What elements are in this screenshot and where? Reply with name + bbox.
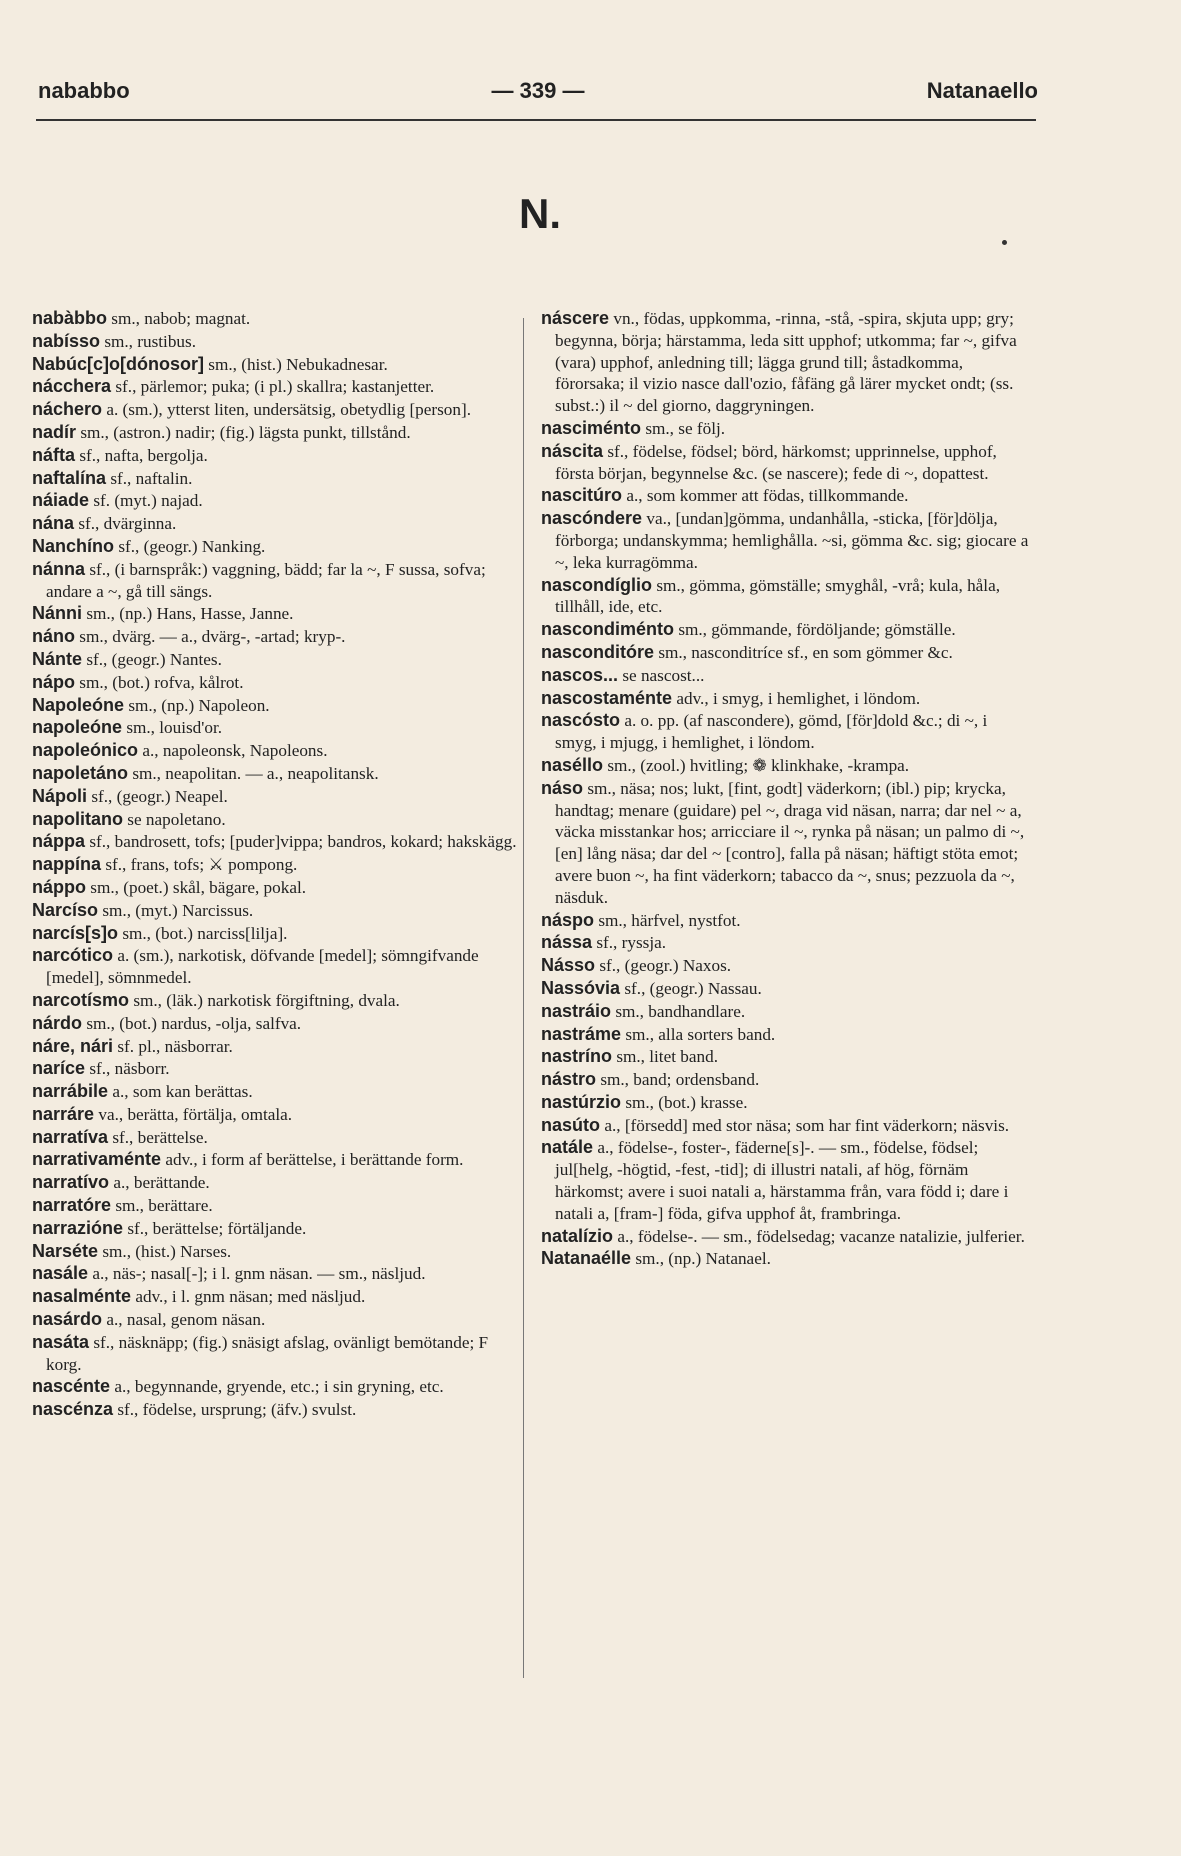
- header-left-guideword: nababbo: [38, 78, 130, 103]
- entry-headword: náppa: [32, 831, 86, 852]
- decorative-dot: [1002, 240, 1007, 245]
- entry-headword: nascondíglio: [541, 574, 653, 595]
- entry-definition: sf., ryssja.: [596, 933, 667, 953]
- dictionary-entry: [32, 1241, 520, 1263]
- entry-headword: Nánni: [32, 603, 83, 624]
- entry-headword: naséllo: [541, 754, 604, 775]
- dictionary-entry: [541, 1248, 1029, 1270]
- right-column: [541, 308, 1029, 1271]
- entry-headword: nasáta: [32, 1331, 90, 1352]
- dictionary-entry: [541, 619, 1029, 641]
- entry-definition: sm., (zool.) hvitling; ❁ klinkhake, -krampa.: [607, 755, 910, 775]
- entry-headword: narcís[s]o: [32, 922, 119, 943]
- dictionary-entry: [32, 831, 520, 853]
- entry-definition: sf., (geogr.) Neapel.: [91, 786, 228, 806]
- entry-definition: sf., (geogr.) Nanking.: [118, 536, 266, 556]
- entry-definition: a., napoleonsk, Napoleons.: [142, 741, 328, 761]
- entry-definition: sf., födelse, födsel; börd, härkomst; upprinnelse, upphof, första början, begynnelse &c. (se nascere); fede di ~, dopattest.: [555, 441, 997, 483]
- entry-definition: sf., näsborr.: [89, 1059, 170, 1079]
- dictionary-entry: [32, 1218, 520, 1240]
- entry-definition: a., berättande.: [113, 1173, 210, 1193]
- dictionary-entry: [32, 513, 520, 535]
- entry-definition: sm., (astron.) nadir; (fig.) lägsta punkt, tillstånd.: [80, 422, 411, 442]
- header-rule: [36, 119, 1036, 121]
- dictionary-entry: [32, 536, 520, 558]
- dictionary-entry: [32, 308, 520, 330]
- dictionary-entry: [32, 1058, 520, 1080]
- dictionary-entry: [541, 1115, 1029, 1137]
- dictionary-entry: [541, 1024, 1029, 1046]
- dictionary-entry: [32, 990, 520, 1012]
- dictionary-entry: [32, 854, 520, 876]
- entry-headword: Násso: [541, 955, 596, 976]
- entry-headword: narcótico: [32, 945, 114, 966]
- entry-definition: sm., bandhandlare.: [615, 1001, 746, 1021]
- entry-headword: Nápoli: [32, 785, 88, 806]
- entry-headword: nasále: [32, 1263, 89, 1284]
- entry-definition: a., nasal, genom näsan.: [106, 1310, 266, 1330]
- entry-definition: sf., pärlemor; puka; (i pl.) skallra; kastanjetter.: [115, 377, 435, 397]
- entry-definition: sf., frans, tofs; ⚔ pompong.: [105, 855, 298, 875]
- dictionary-entry: [32, 740, 520, 762]
- page-number: — 339 —: [491, 78, 585, 103]
- entry-definition: sm., alla sorters band.: [625, 1024, 776, 1044]
- entry-headword: napoleóne: [32, 717, 123, 738]
- entry-headword: nabàbbo: [32, 308, 107, 328]
- entry-headword: naftalína: [32, 467, 107, 488]
- entry-definition: sm., gömmande, fördöljande; gömställe.: [678, 620, 956, 640]
- entry-headword: narratóre: [32, 1195, 112, 1216]
- entry-headword: natále: [541, 1137, 594, 1158]
- dictionary-entry: [541, 1046, 1029, 1068]
- entry-definition: sf., (geogr.) Nantes.: [86, 649, 222, 669]
- dictionary-entry: [32, 1309, 520, 1331]
- entry-definition: sm., (bot.) nardus, -olja, salfva.: [86, 1013, 302, 1033]
- entry-definition: se nascost...: [622, 665, 705, 685]
- dictionary-entry: [32, 900, 520, 922]
- entry-headword: Nabúc[c]o[dónosor]: [32, 353, 204, 374]
- dictionary-entry: [541, 1092, 1029, 1114]
- entry-headword: nascondiménto: [541, 619, 675, 640]
- entry-headword: Narséte: [32, 1240, 99, 1261]
- dictionary-entry: [541, 755, 1029, 777]
- entry-definition: adv., i l. gnm näsan; med näsljud.: [135, 1287, 366, 1307]
- entry-headword: Natanaélle: [541, 1248, 632, 1269]
- header-right-guideword: Natanaello: [926, 78, 1038, 103]
- entry-headword: nascósto: [541, 710, 621, 731]
- entry-definition: sf., (geogr.) Naxos.: [599, 956, 732, 976]
- entry-definition: va., [undan]gömma, undanhålla, -sticka, [för]dölja, förborga; undanskymma; hemlighålla. ~si, gömma &c. sig; giocare a ~, leka kurragömma.: [555, 509, 1029, 572]
- page-header: [38, 78, 1038, 112]
- entry-definition: sm., (hist.) Narses.: [102, 1241, 232, 1261]
- entry-headword: narrábile: [32, 1081, 109, 1102]
- dictionary-entry: [32, 1195, 520, 1217]
- entry-definition: vn., födas, uppkomma, -rinna, -stå, -spira, skjuta upp; gry; begynna, börja; härstamma, leda sitt upphof; utkomma; far ~, gifva (vara) upphof, anledning till; lägga grund till; åstadkomma, förorsaka; il vizio nasce dall'ozio, fåfäng gå lärer mycket ondt; (ss. subst.:) il ~ del giorno, daggryningen.: [555, 309, 1017, 416]
- entry-headword: nasúto: [541, 1114, 601, 1135]
- dictionary-entry: [32, 1149, 520, 1171]
- entry-definition: sf., näsknäpp; (fig.) snäsigt afslag, ovänligt bemötande; F korg.: [46, 1332, 489, 1374]
- entry-definition: sm., louisd'or.: [126, 718, 223, 738]
- dictionary-entry: [32, 672, 520, 694]
- entry-definition: sm., (np.) Napoleon.: [128, 695, 270, 715]
- entry-definition: sm., (bot.) narciss[lilja].: [122, 923, 288, 943]
- dictionary-entry: [541, 308, 1029, 417]
- entry-headword: nástro: [541, 1069, 597, 1090]
- entry-headword: naríce: [32, 1058, 86, 1079]
- entry-definition: sf. (myt.) najad.: [93, 491, 203, 511]
- entry-definition: sf., bandrosett, tofs; [puder]vippa; bandros, kokard; hakskägg.: [89, 832, 517, 852]
- entry-definition: sm., (läk.) narkotisk förgiftning, dvala.: [133, 990, 400, 1010]
- entry-definition: sf., nafta, bergolja.: [79, 445, 208, 465]
- entry-headword: nascos...: [541, 664, 619, 685]
- entry-headword: Nassóvia: [541, 977, 621, 998]
- entry-definition: sm., (hist.) Nebukadnesar.: [208, 354, 388, 374]
- entry-headword: náchero: [32, 399, 103, 420]
- entry-headword: náfta: [32, 444, 76, 465]
- entry-headword: náiade: [32, 490, 90, 511]
- dictionary-entry: [32, 923, 520, 945]
- entry-definition: sf., naftalin.: [110, 468, 193, 488]
- dictionary-entry: [32, 786, 520, 808]
- entry-headword: nácchera: [32, 376, 112, 397]
- dictionary-entry: [541, 1069, 1029, 1091]
- dictionary-entry: [32, 354, 520, 376]
- entry-headword: nastráio: [541, 1000, 612, 1021]
- dictionary-entry: [541, 955, 1029, 977]
- dictionary-entry: [32, 695, 520, 717]
- entry-headword: náscita: [541, 440, 604, 461]
- column-divider: [523, 318, 524, 1678]
- entry-headword: Nánte: [32, 648, 83, 669]
- entry-definition: a., som kommer att födas, tillkommande.: [626, 486, 909, 506]
- entry-headword: nascénza: [32, 1399, 114, 1420]
- entry-headword: nastríno: [541, 1046, 613, 1067]
- entry-headword: narráre: [32, 1103, 95, 1124]
- dictionary-entry: [32, 399, 520, 421]
- entry-definition: sm., neapolitan. — a., neapolitansk.: [132, 763, 379, 783]
- entry-definition: sf. pl., näsborrar.: [117, 1036, 233, 1056]
- entry-headword: Nanchíno: [32, 535, 115, 556]
- entry-definition: a., födelse-, foster-, fäderne[s]-. — sm., födelse, födsel; jul[helg, -högtid, -fest, -tid]; di illustri natali, af hög, förnäm härkomst; avere i suoi natali a, härstamma från, vara född i; dare i natali a, [fram-] föda, gifva upphof åt, frambringa.: [555, 1138, 1009, 1223]
- entry-definition: sm., gömma, gömställe; smyghål, -vrå; kula, håla, tillhåll, ide, etc.: [555, 575, 1000, 617]
- entry-definition: a., näs-; nasal[-]; i l. gnm näsan. — sm., näsljud.: [92, 1264, 426, 1284]
- entry-headword: nasconditóre: [541, 641, 655, 662]
- dictionary-entry: [32, 1286, 520, 1308]
- entry-definition: sm., (myt.) Narcissus.: [102, 900, 254, 920]
- section-letter: N.: [519, 190, 561, 237]
- entry-definition: a. o. pp. (af nascondere), gömd, [för]dold &c.; di ~, i smyg, i mjugg, i hemlighet, i löndom.: [555, 711, 988, 753]
- dictionary-entry: [541, 910, 1029, 932]
- entry-headword: náppo: [32, 876, 86, 897]
- dictionary-entry: [32, 445, 520, 467]
- dictionary-entry: [32, 1399, 520, 1421]
- entry-headword: Narcíso: [32, 899, 99, 920]
- entry-definition: sf., berättelse.: [112, 1127, 208, 1147]
- entry-headword: nascóndere: [541, 508, 643, 529]
- dictionary-entry: [32, 376, 520, 398]
- entry-headword: Napoleóne: [32, 694, 125, 715]
- entry-headword: natalízio: [541, 1225, 614, 1246]
- dictionary-entry: [541, 1226, 1029, 1248]
- dictionary-entry: [32, 626, 520, 648]
- entry-headword: nappína: [32, 854, 102, 875]
- entry-headword: nascénte: [32, 1376, 111, 1397]
- entry-definition: sm., nasconditríce sf., en som gömmer &c.: [658, 642, 953, 662]
- dictionary-entry: [32, 763, 520, 785]
- dictionary-entry: [541, 688, 1029, 710]
- dictionary-entry: [32, 1081, 520, 1103]
- entry-definition: sm., härfvel, nystfot.: [598, 910, 741, 930]
- dictionary-entry: [32, 1013, 520, 1035]
- entry-definition: sm., (np.) Natanael.: [635, 1249, 771, 1269]
- entry-headword: nápo: [32, 671, 75, 692]
- dictionary-entry: [32, 1332, 520, 1376]
- dictionary-entry: [32, 877, 520, 899]
- entry-definition: sm., (bot.) rofva, kålrot.: [79, 672, 244, 692]
- dictionary-entry: [32, 603, 520, 625]
- dictionary-entry: [32, 490, 520, 512]
- entry-headword: nássa: [541, 932, 593, 953]
- entry-definition: sm., (poet.) skål, bägare, pokal.: [90, 877, 307, 897]
- dictionary-entry: [32, 1104, 520, 1126]
- entry-definition: sf., berättelse; förtäljande.: [127, 1218, 307, 1238]
- entry-definition: sf., (geogr.) Nassau.: [624, 978, 762, 998]
- left-column: [32, 308, 520, 1422]
- dictionary-entry: [32, 649, 520, 671]
- dictionary-entry: [541, 778, 1029, 909]
- entry-headword: nastúrzio: [541, 1091, 622, 1112]
- entry-definition: a., som kan berättas.: [112, 1082, 253, 1102]
- entry-definition: adv., i smyg, i hemlighet, i löndom.: [676, 688, 921, 708]
- entry-headword: napolitano: [32, 808, 123, 829]
- entry-headword: narrazióne: [32, 1217, 124, 1238]
- dictionary-entry: [32, 1036, 520, 1058]
- entry-definition: sf., (i barnspråk:) vaggning, bädd; far la ~, F sussa, sofva; andare a ~, gå till sängs.: [46, 559, 486, 601]
- entry-headword: náre, nári: [32, 1035, 114, 1056]
- entry-headword: nabísso: [32, 330, 101, 351]
- entry-definition: sf., födelse, ursprung; (äfv.) svulst.: [117, 1400, 357, 1420]
- entry-definition: sm., nabob; magnat.: [111, 309, 251, 328]
- entry-definition: sf., dvärginna.: [78, 514, 177, 534]
- entry-headword: narcotísmo: [32, 989, 130, 1010]
- entry-headword: nána: [32, 513, 75, 534]
- entry-definition: sm., litet band.: [616, 1047, 718, 1067]
- entry-definition: va., berätta, förtälja, omtala.: [98, 1104, 293, 1124]
- dictionary-entry: [541, 1001, 1029, 1023]
- dictionary-entry: [541, 642, 1029, 664]
- dictionary-entry: [32, 1172, 520, 1194]
- entry-definition: sm., (bot.) krasse.: [625, 1092, 748, 1112]
- dictionary-entry: [32, 468, 520, 490]
- dictionary-entry: [32, 945, 520, 989]
- entry-definition: sm., (np.) Hans, Hasse, Janne.: [86, 604, 294, 624]
- entry-headword: napoletáno: [32, 762, 129, 783]
- entry-headword: narrativaménte: [32, 1149, 162, 1170]
- entry-definition: sm., rustibus.: [104, 331, 197, 351]
- dictionary-entry: [541, 418, 1029, 440]
- dictionary-entry: [541, 575, 1029, 619]
- entry-headword: nánna: [32, 558, 86, 579]
- dictionary-entry: [541, 508, 1029, 573]
- dictionary-entry: [32, 422, 520, 444]
- entry-definition: a. (sm.), ytterst liten, undersätsig, obetydlig [person].: [106, 400, 472, 420]
- dictionary-entry: [541, 485, 1029, 507]
- entry-definition: adv., i form af berättelse, i berättande form.: [165, 1150, 464, 1170]
- dictionary-entry: [32, 1263, 520, 1285]
- entry-headword: nadír: [32, 421, 77, 442]
- dictionary-entry: [541, 978, 1029, 1000]
- entry-headword: nasciménto: [541, 417, 642, 438]
- entry-headword: náso: [541, 777, 584, 798]
- entry-headword: nasalménte: [32, 1286, 132, 1307]
- dictionary-entry: [541, 665, 1029, 687]
- dictionary-entry: [32, 559, 520, 603]
- entry-headword: narratívo: [32, 1172, 110, 1193]
- entry-headword: nasárdo: [32, 1309, 103, 1330]
- dictionary-entry: [32, 1376, 520, 1398]
- entry-headword: náscere: [541, 308, 610, 328]
- entry-definition: sm., se följ.: [645, 418, 726, 438]
- dictionary-entry: [32, 1127, 520, 1149]
- entry-headword: náspo: [541, 909, 595, 930]
- entry-headword: napoleónico: [32, 740, 139, 761]
- entry-definition: sm., band; ordensband.: [600, 1070, 760, 1090]
- dictionary-entry: [32, 809, 520, 831]
- entry-definition: a. (sm.), narkotisk, döfvande [medel]; sömngifvande [medel], sömnmedel.: [46, 946, 479, 988]
- entry-headword: náno: [32, 626, 75, 647]
- entry-definition: a., [försedd] med stor näsa; som har fint väderkorn; näsvis.: [604, 1115, 1010, 1135]
- entry-headword: nascostaménte: [541, 687, 673, 708]
- dictionary-entry: [541, 710, 1029, 754]
- dictionary-entry: [32, 717, 520, 739]
- dictionary-entry: [541, 1137, 1029, 1224]
- entry-headword: narratíva: [32, 1126, 109, 1147]
- dictionary-entry: [541, 932, 1029, 954]
- entry-definition: a., födelse-. — sm., födelsedag; vacanze natalizie, julferier.: [617, 1226, 1025, 1246]
- entry-definition: sm., berättare.: [115, 1196, 213, 1216]
- entry-headword: nastráme: [541, 1023, 622, 1044]
- entry-headword: nascitúro: [541, 485, 623, 506]
- dictionary-entry: [541, 441, 1029, 485]
- entry-definition: a., begynnande, gryende, etc.; i sin gryning, etc.: [114, 1377, 444, 1397]
- dictionary-entry: [32, 331, 520, 353]
- entry-definition: sm., dvärg. — a., dvärg-, -artad; kryp-.: [79, 627, 346, 647]
- entry-definition: se napoletano.: [127, 809, 226, 829]
- entry-headword: nárdo: [32, 1012, 83, 1033]
- entry-definition: sm., näsa; nos; lukt, [fint, godt] väderkorn; (ibl.) pip; krycka, handtag; menare (guidare) pel ~, draga vid näsan, narra; dar nel ~ a, väcka misstankar hos; arricciare il ~, rynka på näsan; un palmo di ~, [en] lång näsa; dar del ~ [contro], falla på näsan; häftigt stöta emot; avere buon ~, ha fint väderkorn; tabacco da ~, snus; pezzuola da ~, näsduk.: [555, 778, 1025, 907]
